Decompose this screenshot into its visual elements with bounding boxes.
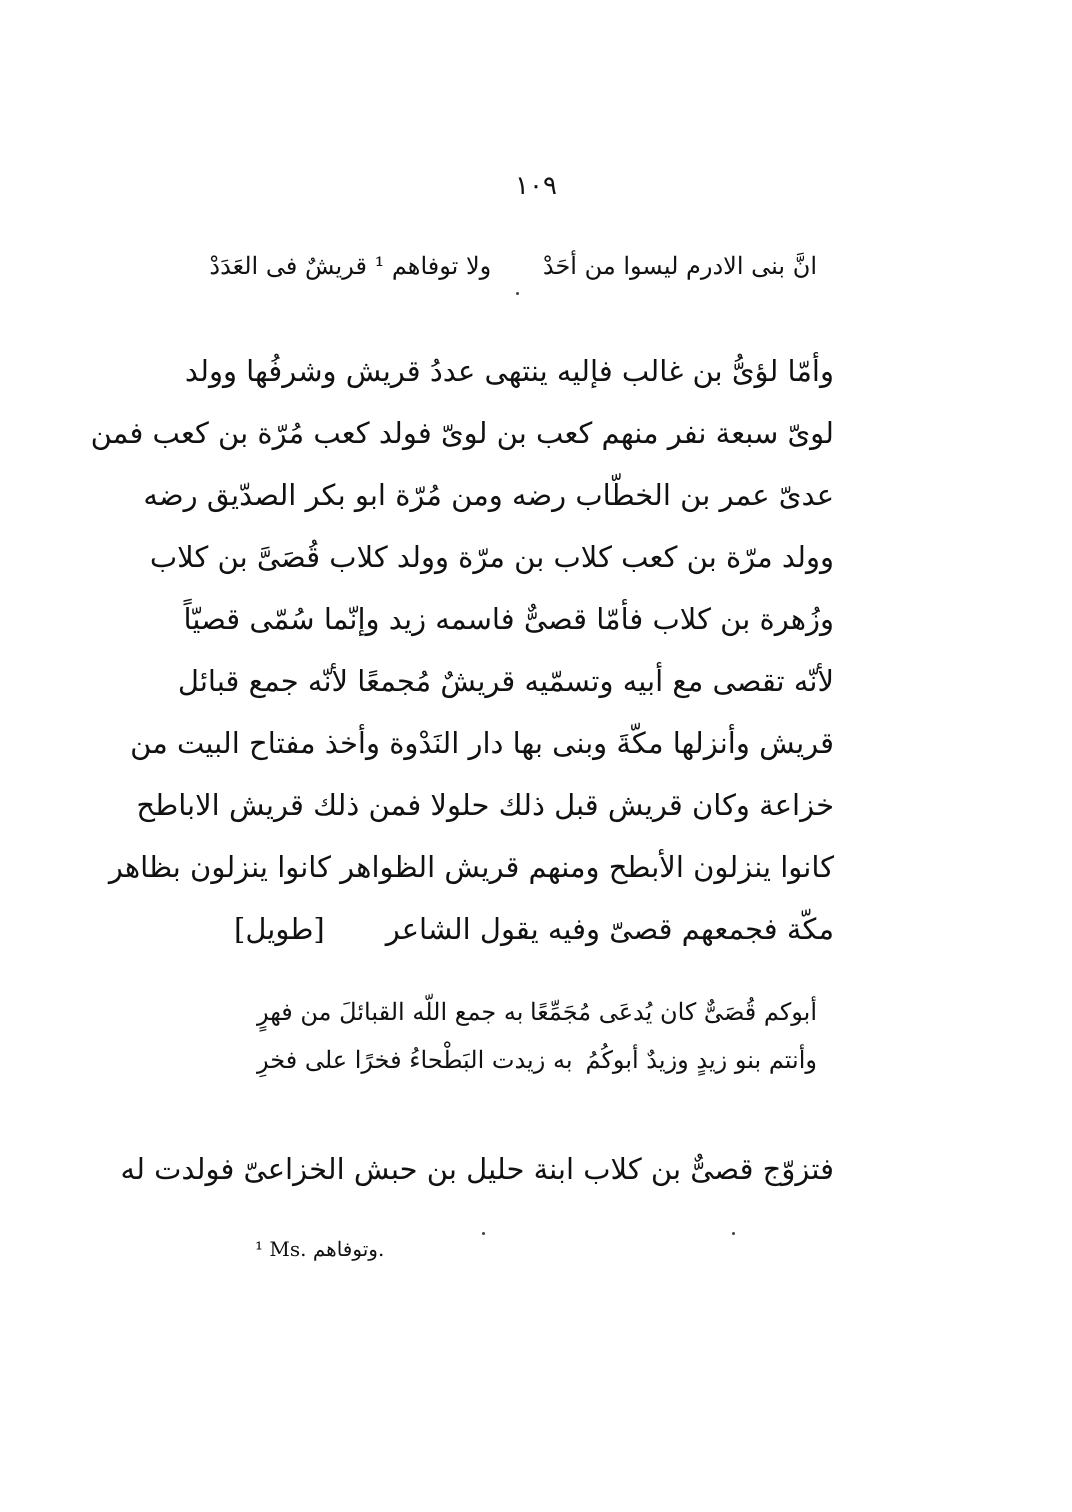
poem-verse-sadr: أبوكم قُصَىٌّ كان يُدعَى مُجَمِّعًا [529, 998, 817, 1026]
footnote-reading: وتوفاهم. [312, 1237, 385, 1261]
meter-label: [طويل] [234, 912, 325, 946]
poem-verse [257, 988, 817, 1036]
print-speck [516, 292, 519, 295]
prose-line: وأمّا لؤىُّ بن غالب فإليه ينتهى عددُ قريش وشرفُها وولد [184, 354, 834, 388]
prose-line: عدىّ عمر بن الخطّاب رضه ومن مُرّة ابو بكر الصدّيق رضه [143, 478, 834, 512]
opening-verse-second-hemistich: ولا توفاهم ¹ قريشٌ فى العَدَدْ [209, 252, 492, 280]
poem-verse [257, 1036, 817, 1084]
opening-verse-first-hemistich: انَّ بنى الادرم ليسوا من أحَدْ [542, 252, 817, 280]
page-number: ١٠٩ [515, 171, 557, 201]
footnote-marker: ¹ [255, 1237, 264, 1261]
prose-line: وزُهرة بن كلاب فأمّا قصىٌّ فاسمه زيد وإنّما سُمّى قصيّاً [183, 602, 834, 636]
prose-line: وولد مرّة بن كعب كلاب بن مرّة وولد كلاب قُصَىَّ بن كلاب [149, 540, 834, 574]
prose-line: قريش وأنزلها مكّةَ وبنى بها دار النَدْوة وأخذ مفتاح البيت من [130, 726, 834, 760]
prose-last-line-text: مكّة فجمعهم قصىّ وفيه يقول الشاعر [385, 912, 834, 946]
main-prose-block [90, 340, 834, 960]
closing-prose-line: فتزوّج قصىٌّ بن كلاب ابنة حليل بن حبش الخزاعىّ فولدت له [120, 1152, 834, 1186]
prose-last-line [234, 898, 834, 960]
prose-line: لوىّ سبعة نفر منهم كعب بن لوىّ فولد كعب مُرّة بن كعب فمن [90, 416, 834, 450]
poem-verse-sadr: وأنتم بنو زيدٍ وزيدٌ أبوكُمُ [585, 1046, 817, 1074]
footnote [255, 1234, 384, 1264]
prose-line: كانوا ينزلون الأبطح ومنهم قريش الظواهر كانوا ينزلون بظاهر [108, 850, 834, 884]
prose-line: خزاعة وكان قريش قبل ذلك حلولا فمن ذلك قريش الاباطح [136, 788, 834, 822]
print-speck [482, 1232, 485, 1235]
print-speck [732, 1232, 735, 1235]
poem-verse-ajuz: به جمع اللّه القبائلَ من فهرٍ [257, 998, 524, 1026]
prose-line: لأنّه تقصى مع أبيه وتسمّيه قريشٌ مُجمعًا لأنّه جمع قبائل [177, 664, 834, 698]
poem-block [257, 988, 817, 1084]
footnote-abbrev: Ms. [269, 1237, 307, 1261]
poem-verse-ajuz: به زيدت البَطْحاءُ فخرًا على فخرِ [257, 1046, 573, 1074]
opening-verse [209, 248, 817, 284]
